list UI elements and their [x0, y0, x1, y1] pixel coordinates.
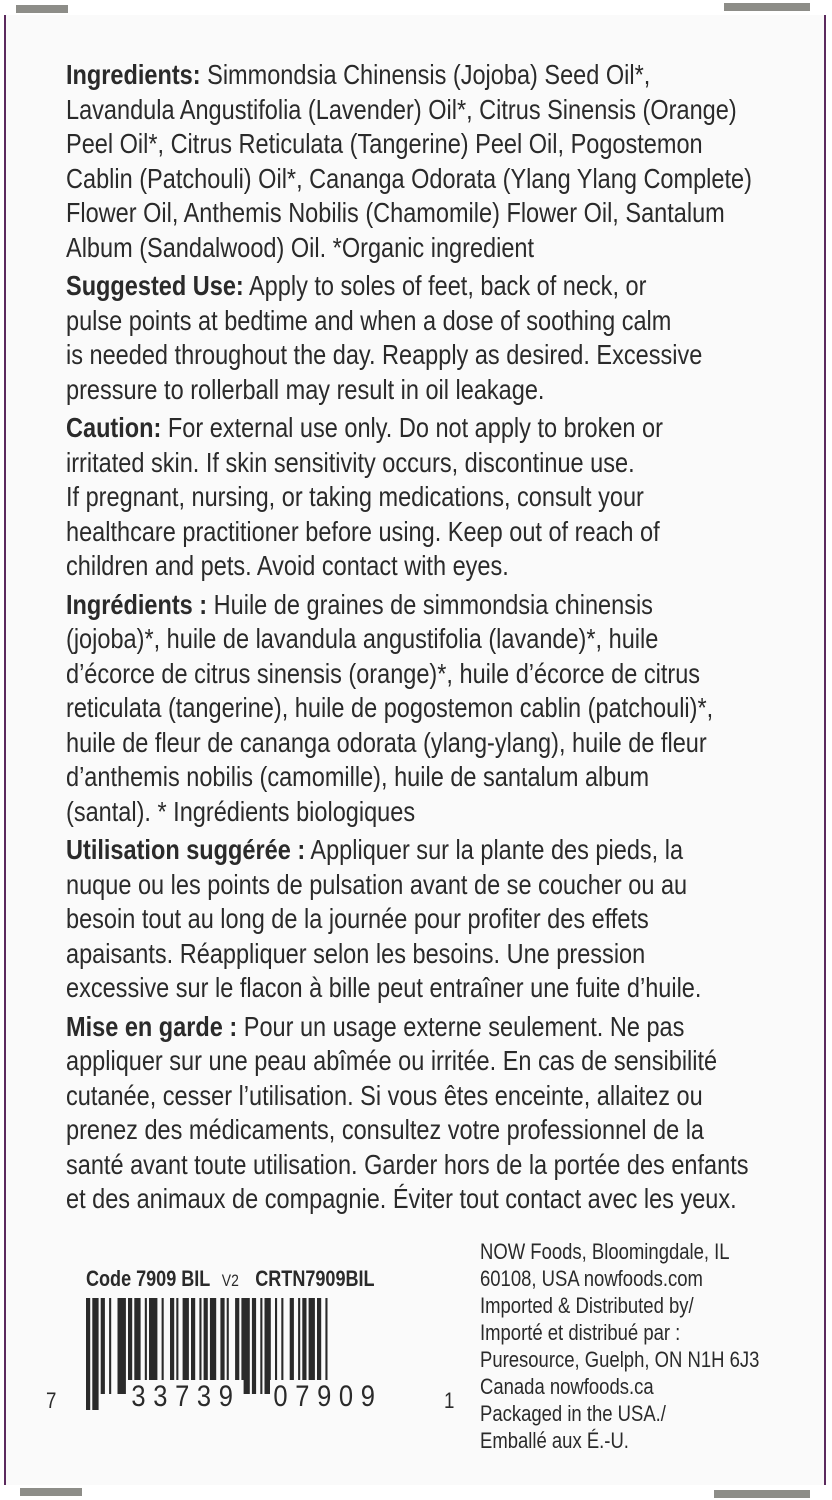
text-line: is needed throughout the day. Reapply as desired. Excessive: [66, 339, 703, 370]
text-line: reticulata (tangerine), huile de pogostemon cablin (patchouli)*,: [66, 692, 714, 723]
address-line: 60108, USA nowfoods.com: [480, 1266, 703, 1291]
text: Simmondsia Chinensis (Jojoba) Seed Oil*,: [200, 59, 651, 90]
section-label: Mise en garde :: [66, 1010, 238, 1042]
barcode-bar: [252, 1298, 256, 1394]
address-line: Packaged in the USA./: [480, 1401, 666, 1426]
barcode-bar: [260, 1298, 262, 1394]
text-line: santé avant toute utilisation. Garder hors de la portée des enfants: [66, 1148, 749, 1180]
text: Apply to soles of feet, back of neck, or: [243, 270, 647, 301]
text-line: Flower Oil, Anthemis Nobilis (Chamomile) Flower Oil, Santalum: [66, 197, 725, 228]
barcode-bar: [86, 1298, 90, 1410]
text-line: (santal). * Ingrédients biologiques: [66, 795, 416, 827]
address-line: Canada nowfoods.ca: [480, 1374, 654, 1399]
text-line: healthcare practitioner before using. Keep out of reach of: [66, 515, 660, 547]
box-flap-top-left: [16, 5, 68, 13]
text-line: [66, 1010, 805, 1045]
barcode-bar: [118, 1298, 126, 1394]
text-line: Cablin (Patchouli) Oil*, Cananga Odorata (Ylang Ylang Complete): [66, 162, 752, 194]
barcode-bar: [92, 1298, 98, 1410]
text: For external use only. Do not apply to broken or: [161, 412, 663, 443]
carton-code: CRTN7909BIL: [255, 1266, 375, 1291]
barcode-digits-left: 33739: [128, 1380, 244, 1414]
text-line: excessive sur le flacon à bille peut entraîner une fuite d’huile.: [66, 972, 702, 1003]
text-line: irritated skin. If skin sensitivity occurs, discontinue use.: [66, 446, 635, 478]
text-line: Peel Oil*, Citrus Reticulata (Tangerine) Peel Oil, Pogostemon: [66, 128, 703, 159]
section-label: Ingrédients :: [66, 588, 208, 620]
text-line: Lavandula Angustifolia (Lavender) Oil*, Citrus Sinensis (Orange): [66, 93, 737, 125]
text-line: huile de fleur de cananga odorata (ylang-ylang), huile de fleur: [66, 726, 707, 758]
barcode-bar: [109, 1298, 111, 1394]
text-line: pulse points at bedtime and when a dose of soothing calm: [66, 304, 672, 336]
paragraph: [66, 58, 805, 265]
text: Huile de graines de simmondsia chinensis: [207, 588, 653, 620]
version: V2: [221, 1271, 239, 1290]
text-line: appliquer sur une peau abîmée ou irritée. En cas de sensibilité: [66, 1045, 718, 1076]
section-label: Ingredients:: [66, 59, 201, 90]
barcode-bar: [101, 1298, 105, 1394]
text: Appliquer sur la plante des pieds, la: [305, 834, 684, 865]
product-code: Code 7909 BIL: [86, 1266, 211, 1291]
text-line: nuque ou les points de pulsation avant de se coucher ou au: [66, 868, 688, 900]
text-line: pressure to rollerball may result in oil leakage.: [66, 373, 545, 405]
text-line: (jojoba)*, huile de lavandula angustifolia (lavande)*, huile: [66, 623, 659, 654]
text-line: d’anthemis nobilis (camomille), huile de santalum album: [66, 761, 650, 792]
text-line: [66, 411, 805, 446]
text-line: [66, 833, 805, 868]
paragraph: [66, 588, 805, 830]
barcode-digit-first: 7: [46, 1388, 57, 1413]
text-line: Album (Sandalwood) Oil. *Organic ingredient: [66, 231, 535, 263]
address-line: Emballé aux É.-U.: [480, 1428, 629, 1453]
manufacturer-address: [480, 1238, 759, 1454]
section-label: Utilisation suggérée :: [66, 834, 306, 865]
paragraph: [66, 269, 805, 407]
barcode-digit-last: 1: [444, 1388, 455, 1413]
paragraph: [66, 833, 805, 1006]
text-line: besoin tout au long de la journée pour profiter des effets: [66, 903, 649, 934]
text-line: children and pets. Avoid contact with eyes.: [66, 550, 509, 581]
text-line: prenez des médicaments, consultez votre professionnel de la: [66, 1114, 705, 1145]
paragraph: [66, 1010, 805, 1217]
text-line: [66, 588, 805, 623]
barcode-digits-right: 07909: [270, 1380, 386, 1414]
label-copy: [66, 58, 805, 1221]
text-line: [66, 269, 805, 304]
address-line: Puresource, Guelph, ON N1H 6J3: [480, 1347, 760, 1372]
text: Pour un usage externe seulement. Ne pas: [237, 1010, 685, 1042]
text-line: cutanée, cesser l’utilisation. Si vous êtes enceinte, allaitez ou: [66, 1079, 703, 1111]
address-line: NOW Foods, Bloomingdale, IL: [480, 1239, 730, 1264]
box-flap-bottom-right: [714, 1490, 810, 1498]
text-line: [66, 58, 805, 93]
text-line: apaisants. Réappliquer selon les besoins. Une pression: [66, 937, 646, 969]
product-code-line: [86, 1266, 386, 1292]
text-line: d’écorce de citrus sinensis (orange)*, huile d’écorce de citrus: [66, 657, 701, 689]
box-flap-bottom-left: [20, 1488, 82, 1496]
paragraph: [66, 411, 805, 584]
address-line: Importé et distribué par :: [480, 1320, 681, 1345]
section-label: Caution:: [66, 412, 162, 443]
box-flap-top-right: [724, 3, 810, 11]
text-line: et des animaux de compagnie. Éviter tout contact avec les yeux.: [66, 1183, 737, 1214]
address-line: Imported & Distributed by/: [480, 1293, 694, 1318]
text-line: If pregnant, nursing, or taking medications, consult your: [66, 481, 644, 512]
section-label: Suggested Use:: [66, 270, 244, 301]
